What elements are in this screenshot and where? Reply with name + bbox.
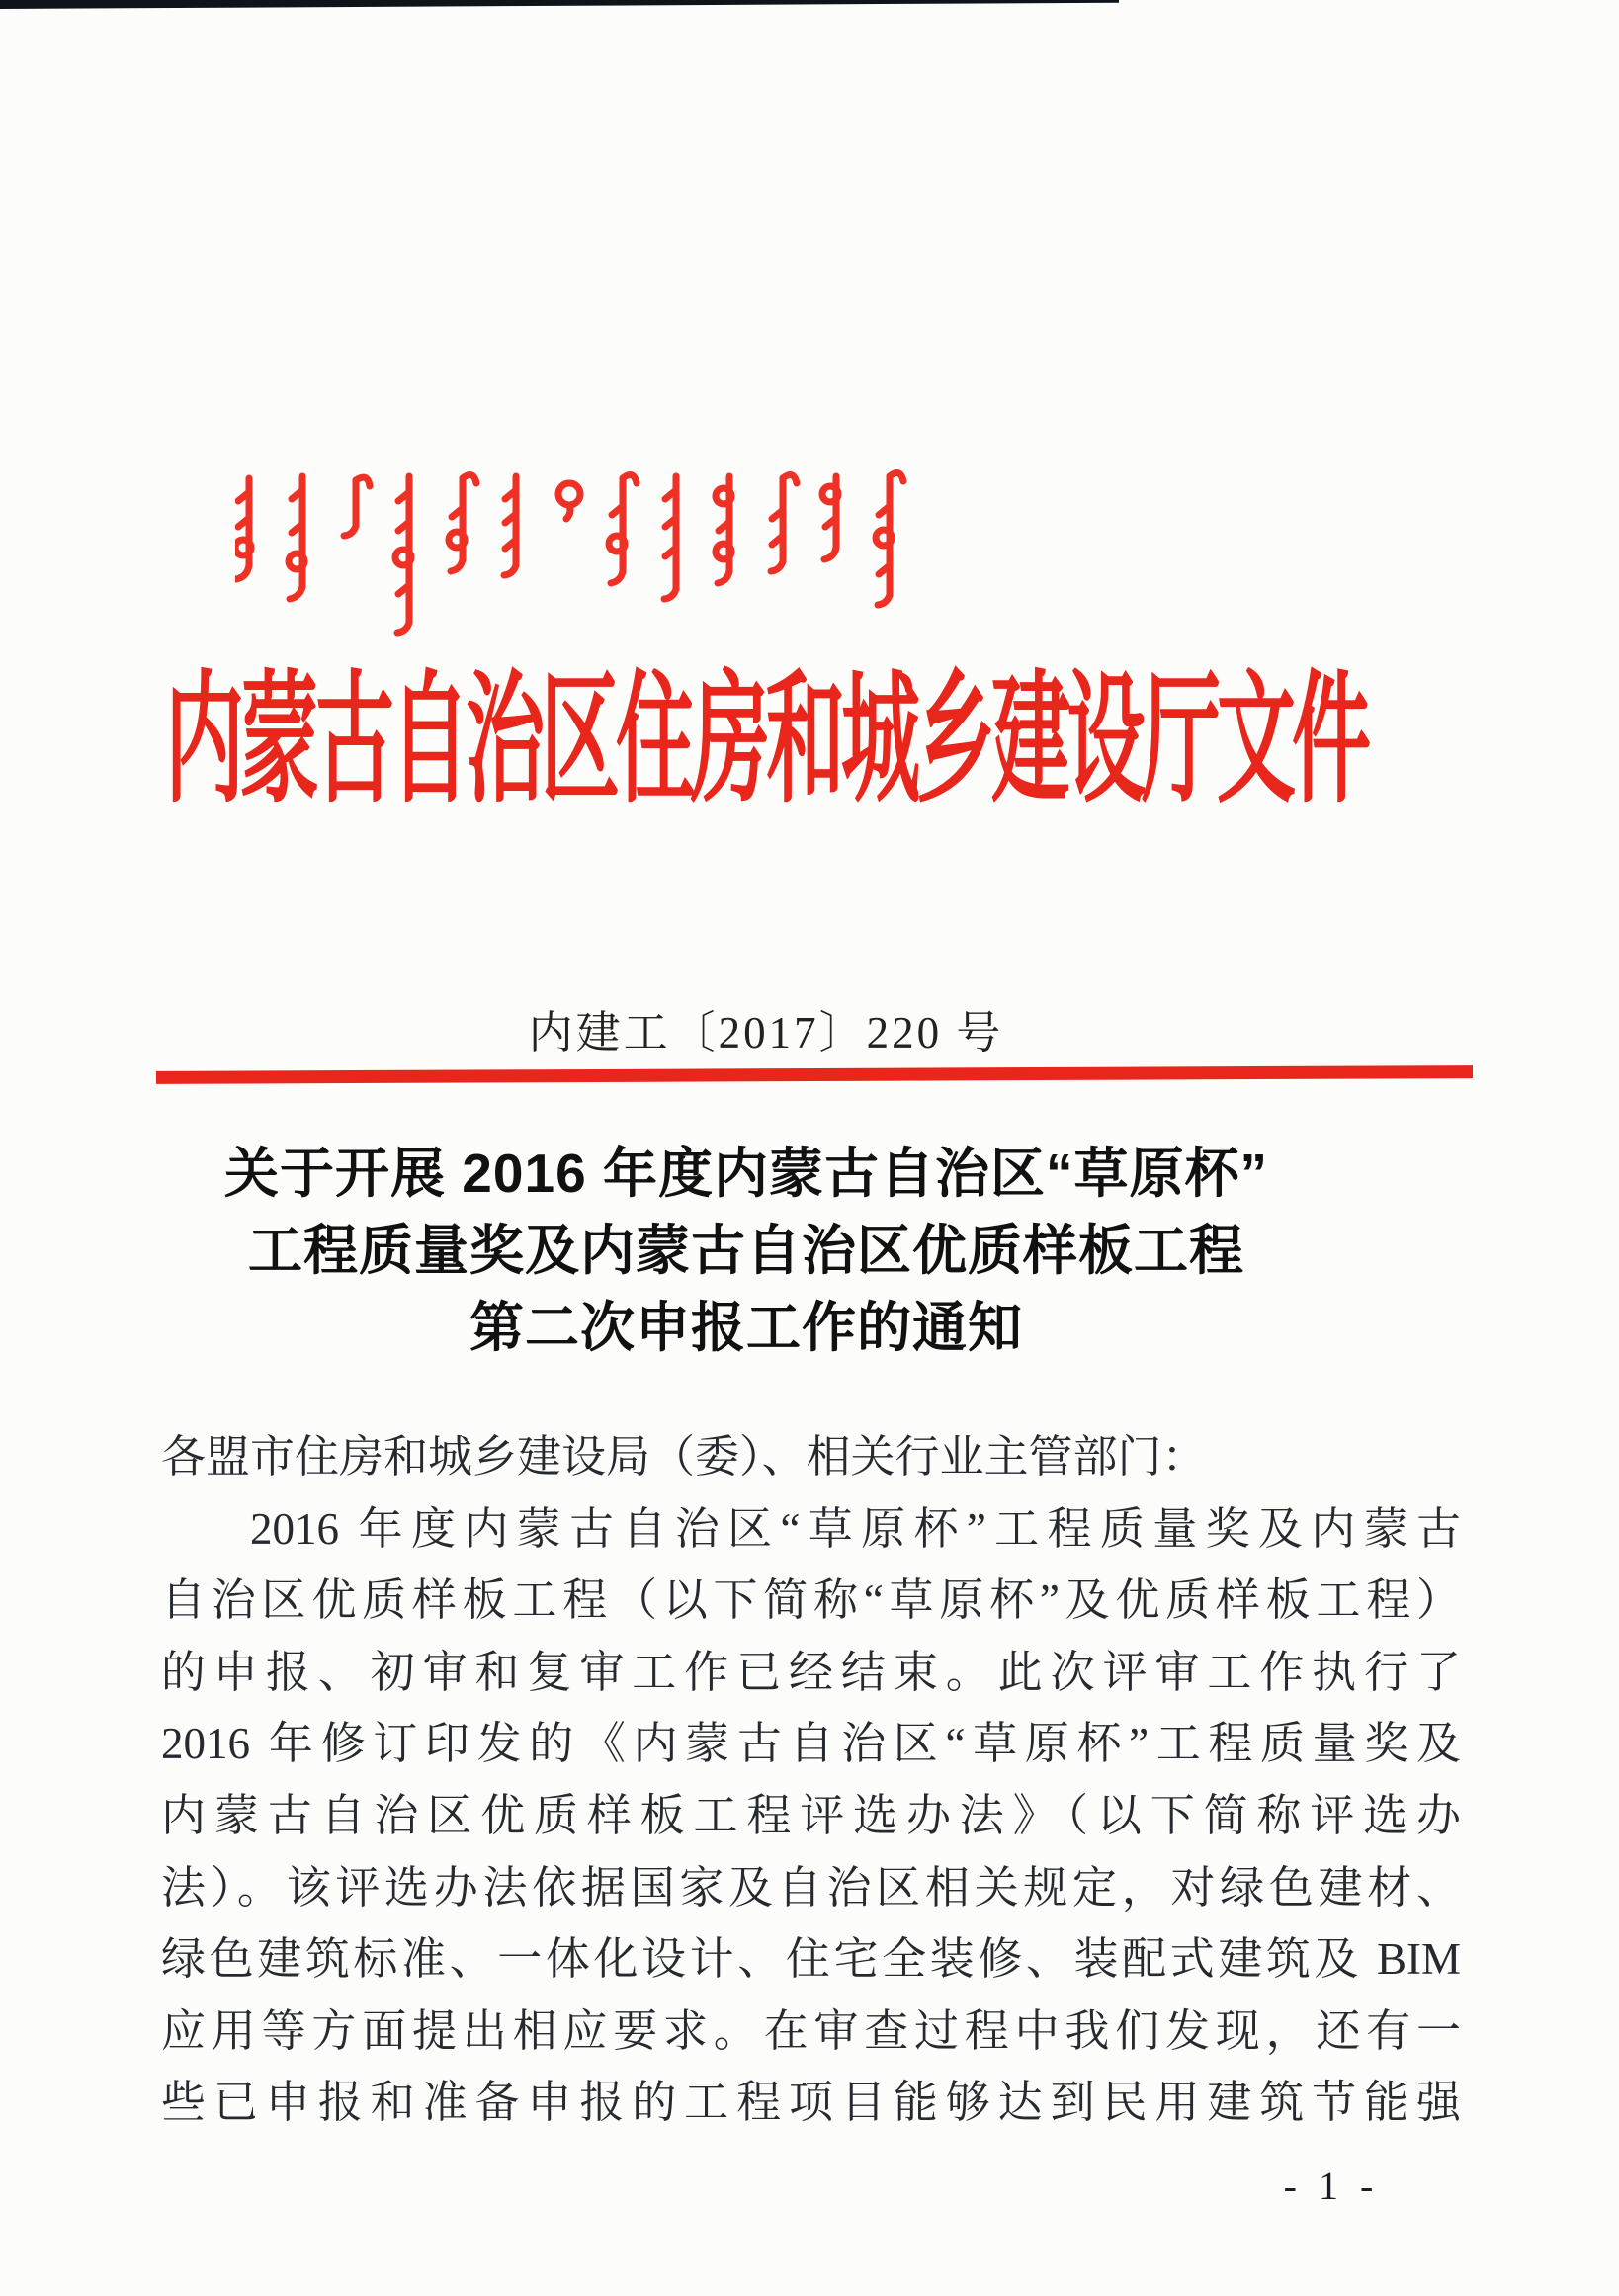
body-line: 的申报、初审和复审工作已经结束。此次评审工作执行了 bbox=[161, 1647, 1461, 1697]
body-line: 自治区优质样板工程（以下简称“草原杯”及优质样板工程） bbox=[161, 1575, 1461, 1626]
notice-title-line-2: 工程质量奖及内蒙古自治区优质样板工程 bbox=[247, 1220, 1244, 1281]
body-line: 内蒙古自治区优质样板工程评选办法》（以下简称评选办 bbox=[161, 1790, 1461, 1840]
notice-title-line-3: 第二次申报工作的通知 bbox=[469, 1297, 1023, 1358]
body-line: 应用等方面提出相应要求。在审查过程中我们发现，还有一 bbox=[161, 2005, 1461, 2056]
body-line: 些已申报和准备申报的工程项目能够达到民用建筑节能强 bbox=[161, 2078, 1461, 2128]
scan-edge-artifact bbox=[0, 0, 1119, 9]
salutation: 各盟市住房和城乡建设局（委）、相关行业主管部门： bbox=[161, 1432, 1207, 1482]
page-number: - 1 - bbox=[1283, 2164, 1380, 2208]
body-line: 2016 年修订印发的《内蒙古自治区“草原杯”工程质量奖及 bbox=[161, 1719, 1461, 1769]
body-line: 绿色建筑标准、一体化设计、住宅全装修、装配式建筑及 BIM bbox=[161, 1934, 1461, 1985]
body-line: 法）。该评选办法依据国家及自治区相关规定，对绿色建材、 bbox=[161, 1862, 1461, 1913]
red-divider bbox=[156, 1065, 1473, 1084]
notice-body bbox=[161, 1421, 1461, 2139]
notice-title-line-1: 关于开展 2016 年度内蒙古自治区“草原杯” bbox=[224, 1143, 1268, 1204]
notice-title bbox=[89, 1135, 1404, 1366]
org-title: 内蒙古自治区住房和城乡建设厅文件 bbox=[165, 663, 1367, 821]
body-line: 2016 年度内蒙古自治区“草原杯”工程质量奖及内蒙古 bbox=[250, 1503, 1461, 1554]
doc-number: 内建工〔2017〕220 号 bbox=[528, 1008, 1004, 1058]
